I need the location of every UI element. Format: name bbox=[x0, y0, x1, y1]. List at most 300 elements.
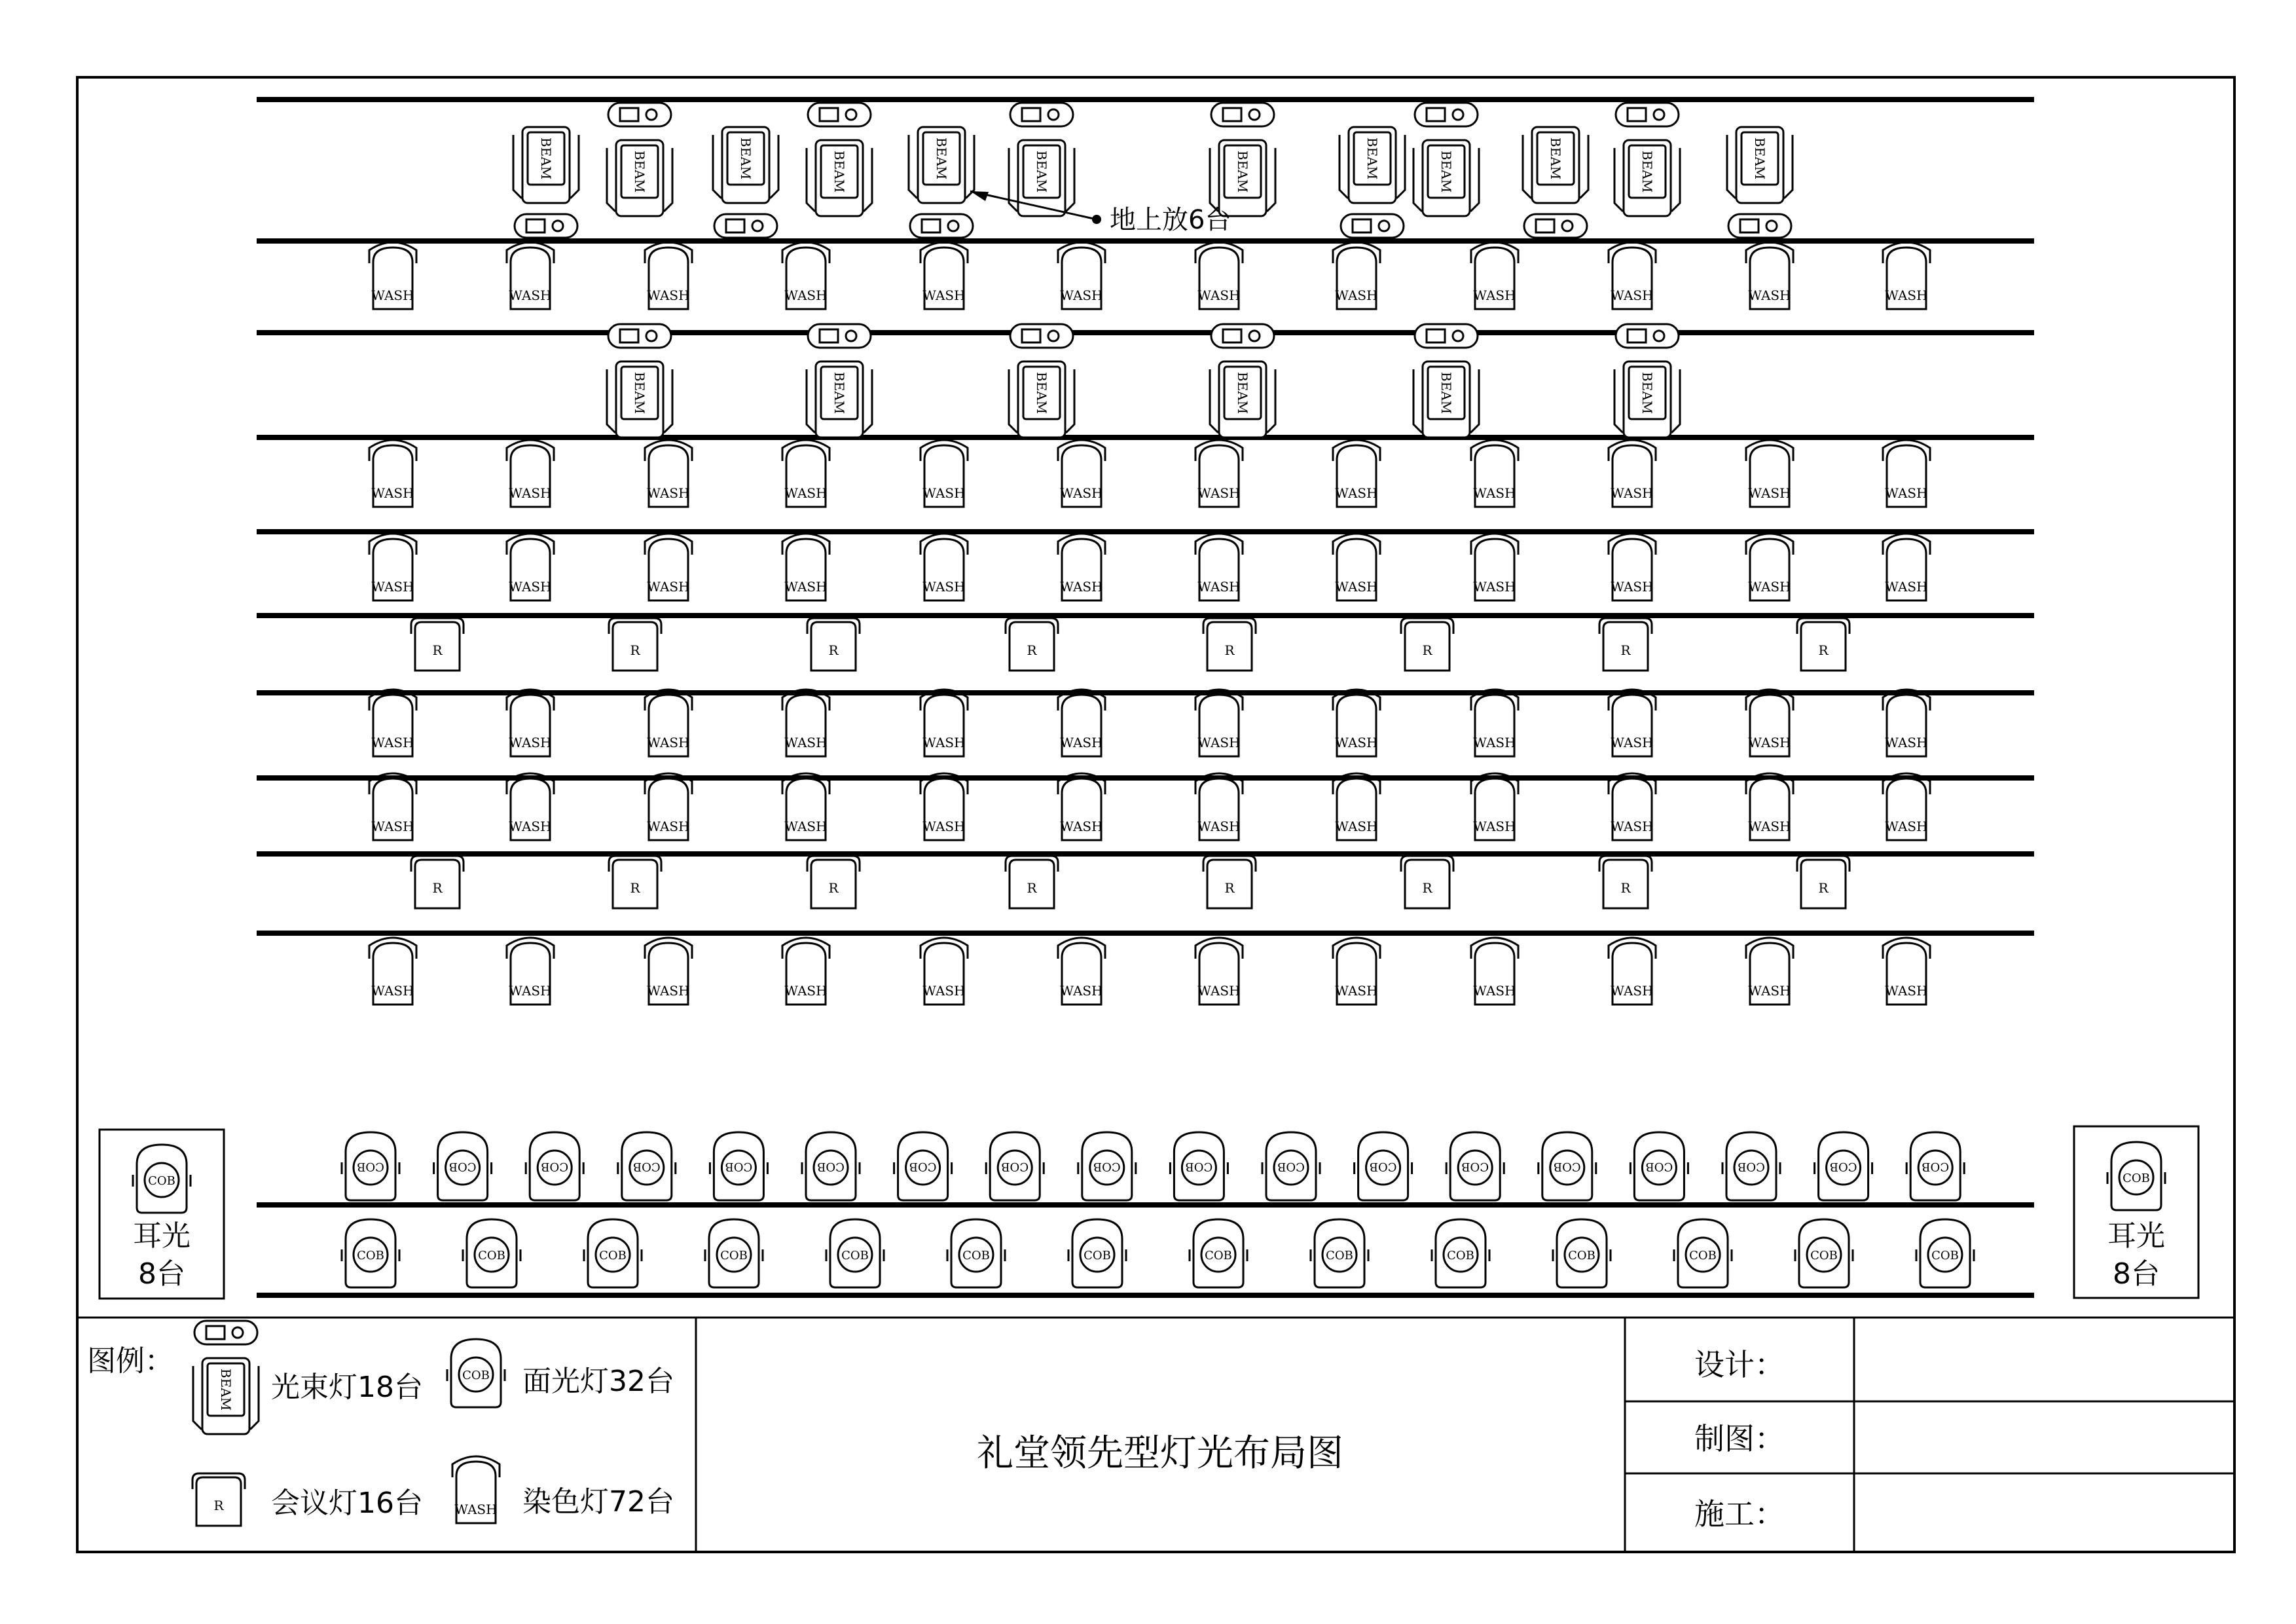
svg-text:WASH: WASH bbox=[1611, 735, 1654, 750]
conference-r-fixture bbox=[1797, 618, 1850, 671]
cob-fixture bbox=[826, 1219, 884, 1287]
svg-text:WASH: WASH bbox=[371, 983, 414, 999]
svg-text:R: R bbox=[1224, 880, 1235, 896]
svg-text:COB: COB bbox=[632, 1160, 661, 1173]
svg-text:BEAM: BEAM bbox=[1034, 371, 1049, 415]
svg-text:WASH: WASH bbox=[784, 819, 828, 834]
wash-fixture bbox=[782, 242, 829, 309]
wash-fixture bbox=[645, 440, 692, 507]
drawing-title: 礼堂领先型灯光布局图 bbox=[977, 1432, 1343, 1475]
cob-fixture bbox=[1068, 1219, 1126, 1287]
cob-fixture bbox=[705, 1219, 763, 1287]
beam-fixture bbox=[513, 127, 579, 238]
svg-text:R: R bbox=[432, 642, 443, 658]
svg-text:BEAM: BEAM bbox=[1752, 137, 1768, 180]
cob-fixture bbox=[1722, 1132, 1780, 1200]
conference-r-fixture bbox=[1599, 856, 1652, 908]
svg-text:COB: COB bbox=[962, 1249, 990, 1263]
beam-fixture bbox=[1727, 127, 1793, 238]
svg-text:WASH: WASH bbox=[509, 485, 552, 501]
svg-text:WASH: WASH bbox=[1060, 579, 1103, 595]
svg-text:WASH: WASH bbox=[509, 579, 552, 595]
svg-text:WASH: WASH bbox=[371, 819, 414, 834]
legend-wash-text: 染色灯72台 bbox=[522, 1485, 674, 1519]
svg-text:COB: COB bbox=[1810, 1249, 1838, 1263]
svg-text:WASH: WASH bbox=[1885, 287, 1928, 303]
wash-fixture bbox=[1333, 242, 1380, 309]
legend-title: 图例： bbox=[87, 1344, 173, 1378]
wash-fixture bbox=[1333, 440, 1380, 507]
wash-fixture bbox=[645, 773, 692, 840]
svg-text:BEAM: BEAM bbox=[1235, 371, 1250, 415]
beam-fixture bbox=[193, 1321, 259, 1434]
wash-fixture bbox=[369, 440, 416, 507]
conference-r-fixture bbox=[609, 618, 661, 671]
truss-bar bbox=[257, 851, 2034, 857]
svg-text:WASH: WASH bbox=[1748, 287, 1791, 303]
svg-text:COB: COB bbox=[478, 1249, 505, 1263]
conference-r-fixture bbox=[1006, 618, 1058, 671]
svg-text:BEAM: BEAM bbox=[1639, 371, 1655, 415]
truss-bar bbox=[257, 1293, 2034, 1298]
wash-fixture bbox=[1195, 773, 1243, 840]
svg-text:WASH: WASH bbox=[784, 983, 828, 999]
svg-text:WASH: WASH bbox=[1473, 579, 1516, 595]
wash-fixture bbox=[1609, 242, 1656, 309]
svg-text:COB: COB bbox=[1447, 1249, 1474, 1263]
beam-fixture bbox=[1413, 103, 1479, 216]
svg-text:WASH: WASH bbox=[1335, 819, 1378, 834]
svg-text:WASH: WASH bbox=[784, 735, 828, 750]
wash-fixture bbox=[507, 242, 554, 309]
cob-fixture bbox=[947, 1219, 1005, 1287]
legend-cob-text: 面光灯32台 bbox=[522, 1365, 674, 1398]
svg-text:R: R bbox=[1422, 880, 1432, 896]
wash-fixture bbox=[452, 1456, 500, 1523]
svg-text:COB: COB bbox=[599, 1249, 627, 1263]
wash-fixture bbox=[782, 773, 829, 840]
cob-fixture bbox=[342, 1219, 399, 1287]
conference-r-fixture bbox=[1797, 856, 1850, 908]
wash-fixture bbox=[1471, 534, 1518, 600]
svg-text:WASH: WASH bbox=[1748, 735, 1791, 750]
wash-fixture bbox=[645, 938, 692, 1005]
wash-fixture bbox=[1883, 938, 1930, 1005]
wash-fixture bbox=[1195, 534, 1243, 600]
svg-text:WASH: WASH bbox=[1611, 983, 1654, 999]
svg-text:R: R bbox=[213, 1498, 224, 1513]
wash-fixture bbox=[369, 534, 416, 600]
cob-fixture bbox=[1815, 1132, 1872, 1200]
legend-beam-text: 光束灯18台 bbox=[271, 1371, 423, 1404]
construction-label: 施工： bbox=[1694, 1496, 1785, 1532]
wash-fixture bbox=[1609, 440, 1656, 507]
svg-text:WASH: WASH bbox=[1473, 735, 1516, 750]
floor-note-dot bbox=[1092, 215, 1101, 224]
cob-fixture bbox=[1539, 1132, 1596, 1200]
svg-text:COB: COB bbox=[1185, 1160, 1213, 1173]
svg-text:BEAM: BEAM bbox=[1438, 371, 1454, 415]
drafter-label: 制图： bbox=[1694, 1421, 1785, 1456]
wash-fixture bbox=[920, 773, 968, 840]
legend-wash-symbol bbox=[452, 1456, 500, 1523]
svg-text:WASH: WASH bbox=[1473, 819, 1516, 834]
cob-fixture bbox=[447, 1339, 505, 1407]
wash-fixture bbox=[1333, 773, 1380, 840]
wash-fixture bbox=[1471, 242, 1518, 309]
svg-text:WASH: WASH bbox=[922, 735, 966, 750]
svg-text:COB: COB bbox=[541, 1160, 569, 1173]
svg-text:COB: COB bbox=[1205, 1249, 1232, 1263]
svg-text:R: R bbox=[1620, 880, 1631, 896]
svg-text:WASH: WASH bbox=[1611, 287, 1654, 303]
wash-fixture bbox=[1609, 690, 1656, 756]
svg-text:COB: COB bbox=[1277, 1160, 1305, 1173]
wash-fixture bbox=[1058, 938, 1105, 1005]
legend-r-symbol bbox=[192, 1473, 245, 1526]
svg-text:COB: COB bbox=[1326, 1249, 1353, 1263]
wash-fixture bbox=[645, 534, 692, 600]
cob-fixture bbox=[1355, 1132, 1412, 1200]
svg-text:WASH: WASH bbox=[784, 579, 828, 595]
cob-fixture bbox=[802, 1132, 860, 1200]
cob-fixture bbox=[526, 1132, 583, 1200]
conference-r-fixture bbox=[1599, 618, 1652, 671]
svg-text:WASH: WASH bbox=[1473, 287, 1516, 303]
wash-fixture bbox=[1195, 938, 1243, 1005]
svg-text:COB: COB bbox=[1645, 1160, 1673, 1173]
beam-fixture bbox=[1523, 127, 1588, 238]
wash-fixture bbox=[1058, 440, 1105, 507]
svg-text:WASH: WASH bbox=[922, 983, 966, 999]
cob-fixture bbox=[1916, 1219, 1974, 1287]
svg-text:WASH: WASH bbox=[1611, 579, 1654, 595]
cob-fixture bbox=[1795, 1219, 1853, 1287]
svg-text:WASH: WASH bbox=[1197, 735, 1241, 750]
svg-text:COB: COB bbox=[357, 1249, 384, 1263]
wash-fixture bbox=[507, 938, 554, 1005]
wash-fixture bbox=[1058, 534, 1105, 600]
truss-bar bbox=[257, 330, 2034, 335]
conference-r-fixture bbox=[807, 856, 860, 908]
cob-fixture bbox=[133, 1145, 191, 1213]
svg-text:COB: COB bbox=[725, 1160, 753, 1173]
svg-text:WASH: WASH bbox=[647, 819, 690, 834]
svg-text:WASH: WASH bbox=[1335, 735, 1378, 750]
wash-fixture bbox=[1609, 938, 1656, 1005]
conference-r-fixture bbox=[1401, 856, 1453, 908]
svg-text:WASH: WASH bbox=[922, 819, 966, 834]
cob-fixture bbox=[434, 1132, 492, 1200]
svg-text:R: R bbox=[1224, 642, 1235, 658]
svg-text:WASH: WASH bbox=[1197, 819, 1241, 834]
svg-text:WASH: WASH bbox=[509, 287, 552, 303]
svg-text:BEAM: BEAM bbox=[1235, 150, 1250, 193]
wash-fixture bbox=[920, 242, 968, 309]
ear-light-left bbox=[100, 1130, 224, 1299]
svg-text:R: R bbox=[1027, 642, 1037, 658]
svg-text:COB: COB bbox=[1829, 1160, 1857, 1173]
svg-text:COB: COB bbox=[1553, 1160, 1581, 1173]
svg-text:BEAM: BEAM bbox=[1639, 150, 1655, 193]
svg-text:BEAM: BEAM bbox=[1438, 150, 1454, 193]
beam-fixture bbox=[1614, 103, 1680, 216]
cob-fixture bbox=[1906, 1132, 1964, 1200]
cob-fixture bbox=[1674, 1219, 1732, 1287]
svg-text:WASH: WASH bbox=[922, 287, 966, 303]
wash-fixture bbox=[507, 440, 554, 507]
beam-fixture bbox=[1009, 103, 1074, 216]
svg-text:COB: COB bbox=[1931, 1249, 1959, 1263]
svg-text:WASH: WASH bbox=[1748, 819, 1791, 834]
wash-fixture bbox=[1333, 534, 1380, 600]
cob-fixture bbox=[1446, 1132, 1504, 1200]
beam-fixture bbox=[607, 103, 672, 216]
wash-fixture bbox=[1333, 938, 1380, 1005]
wash-fixture bbox=[1883, 690, 1930, 756]
svg-text:WASH: WASH bbox=[1197, 579, 1241, 595]
svg-text:BEAM: BEAM bbox=[738, 137, 754, 180]
svg-text:BEAM: BEAM bbox=[831, 150, 847, 193]
svg-text:WASH: WASH bbox=[371, 579, 414, 595]
wash-fixture bbox=[920, 534, 968, 600]
svg-text:COB: COB bbox=[2123, 1172, 2150, 1185]
ear-light-right-count: 8台 bbox=[2113, 1257, 2160, 1291]
svg-text:COB: COB bbox=[1369, 1160, 1397, 1173]
svg-text:COB: COB bbox=[909, 1160, 937, 1173]
beam-fixture bbox=[1413, 324, 1479, 437]
cob-fixture bbox=[1190, 1219, 1247, 1287]
cob-fixture bbox=[986, 1132, 1044, 1200]
svg-text:WASH: WASH bbox=[1473, 485, 1516, 501]
svg-text:COB: COB bbox=[1461, 1160, 1489, 1173]
svg-text:WASH: WASH bbox=[1060, 287, 1103, 303]
svg-text:WASH: WASH bbox=[784, 287, 828, 303]
truss-bar bbox=[257, 97, 2034, 102]
beam-fixture bbox=[1614, 324, 1680, 437]
cob-fixture bbox=[584, 1219, 642, 1287]
svg-text:R: R bbox=[630, 880, 640, 896]
svg-text:R: R bbox=[828, 880, 839, 896]
cob-fixture bbox=[894, 1132, 952, 1200]
wash-fixture bbox=[920, 938, 968, 1005]
svg-text:WASH: WASH bbox=[647, 735, 690, 750]
beam-fixture bbox=[807, 103, 872, 216]
svg-text:WASH: WASH bbox=[371, 287, 414, 303]
svg-text:WASH: WASH bbox=[1335, 579, 1378, 595]
wash-fixture bbox=[1195, 690, 1243, 756]
svg-text:BEAM: BEAM bbox=[632, 371, 647, 415]
wash-fixture bbox=[1471, 773, 1518, 840]
cob-fixture bbox=[710, 1132, 767, 1200]
svg-text:WASH: WASH bbox=[1748, 485, 1791, 501]
cob-fixture bbox=[2107, 1142, 2165, 1210]
conference-r-fixture bbox=[1203, 618, 1256, 671]
svg-text:WASH: WASH bbox=[509, 983, 552, 999]
svg-text:COB: COB bbox=[841, 1249, 869, 1263]
svg-text:WASH: WASH bbox=[1060, 983, 1103, 999]
cob-fixture bbox=[133, 1145, 191, 1213]
svg-text:COB: COB bbox=[462, 1369, 490, 1382]
wash-fixture bbox=[782, 440, 829, 507]
svg-text:BEAM: BEAM bbox=[1034, 150, 1049, 193]
svg-text:R: R bbox=[630, 642, 640, 658]
cob-fixture bbox=[618, 1132, 676, 1200]
wash-fixture bbox=[369, 938, 416, 1005]
beam-fixture bbox=[1210, 324, 1275, 437]
wash-fixture bbox=[1609, 773, 1656, 840]
truss-bar bbox=[257, 1202, 2034, 1208]
beam-fixture bbox=[1210, 103, 1275, 216]
conference-r-fixture bbox=[807, 618, 860, 671]
svg-text:COB: COB bbox=[1738, 1160, 1765, 1173]
cob-fixture bbox=[1311, 1219, 1368, 1287]
wash-fixture bbox=[645, 242, 692, 309]
svg-text:WASH: WASH bbox=[1335, 485, 1378, 501]
svg-text:WASH: WASH bbox=[1885, 579, 1928, 595]
svg-text:WASH: WASH bbox=[1611, 485, 1654, 501]
wash-fixture bbox=[507, 773, 554, 840]
cob-fixture bbox=[1630, 1132, 1688, 1200]
ear-light-right bbox=[2074, 1126, 2198, 1298]
wash-fixture bbox=[920, 690, 968, 756]
wash-fixture bbox=[1609, 534, 1656, 600]
svg-text:R: R bbox=[1027, 880, 1037, 896]
wash-fixture bbox=[1883, 440, 1930, 507]
wash-fixture bbox=[1195, 440, 1243, 507]
beam-fixture bbox=[1339, 127, 1405, 238]
legend-cob-symbol bbox=[447, 1339, 505, 1407]
svg-text:WASH: WASH bbox=[1060, 735, 1103, 750]
svg-text:COB: COB bbox=[1093, 1160, 1121, 1173]
svg-text:COB: COB bbox=[148, 1174, 175, 1188]
wash-fixture bbox=[369, 773, 416, 840]
wash-fixture bbox=[1746, 690, 1793, 756]
beam-fixture bbox=[713, 127, 778, 238]
wash-fixture bbox=[1195, 242, 1243, 309]
wash-fixture bbox=[507, 534, 554, 600]
svg-text:WASH: WASH bbox=[922, 579, 966, 595]
conference-r-fixture bbox=[609, 856, 661, 908]
ear-light-left-count: 8台 bbox=[138, 1257, 185, 1291]
svg-text:WASH: WASH bbox=[922, 485, 966, 501]
svg-text:WASH: WASH bbox=[371, 485, 414, 501]
cob-fixture bbox=[342, 1132, 399, 1200]
wash-fixture bbox=[920, 440, 968, 507]
svg-text:WASH: WASH bbox=[647, 485, 690, 501]
wash-fixture bbox=[1883, 242, 1930, 309]
svg-text:COB: COB bbox=[817, 1160, 845, 1173]
wash-fixture bbox=[782, 938, 829, 1005]
svg-text:R: R bbox=[1620, 642, 1631, 658]
wash-fixture bbox=[1746, 440, 1793, 507]
wash-fixture bbox=[1058, 242, 1105, 309]
conference-r-fixture bbox=[192, 1473, 245, 1526]
svg-text:WASH: WASH bbox=[1197, 287, 1241, 303]
svg-text:WASH: WASH bbox=[1060, 485, 1103, 501]
svg-text:BEAM: BEAM bbox=[1548, 137, 1563, 180]
svg-text:BEAM: BEAM bbox=[1364, 137, 1380, 180]
svg-text:WASH: WASH bbox=[1885, 819, 1928, 834]
cob-fixture bbox=[1553, 1219, 1611, 1287]
wash-fixture bbox=[507, 690, 554, 756]
beam-fixture bbox=[909, 127, 974, 238]
wash-fixture bbox=[1471, 938, 1518, 1005]
wash-fixture bbox=[1333, 690, 1380, 756]
legend-r-text: 会议灯16台 bbox=[271, 1486, 423, 1520]
floor-note: 地上放6台 bbox=[1110, 205, 1231, 235]
svg-text:COB: COB bbox=[720, 1249, 748, 1263]
svg-text:COB: COB bbox=[448, 1160, 477, 1173]
svg-text:BEAM: BEAM bbox=[218, 1368, 234, 1411]
cob-fixture bbox=[2107, 1142, 2165, 1210]
svg-text:WASH: WASH bbox=[1335, 983, 1378, 999]
svg-text:COB: COB bbox=[1001, 1160, 1029, 1173]
svg-text:WASH: WASH bbox=[1335, 287, 1378, 303]
wash-fixture bbox=[782, 690, 829, 756]
wash-fixture bbox=[1058, 690, 1105, 756]
wash-fixture bbox=[1746, 773, 1793, 840]
legend-beam-symbol bbox=[193, 1321, 259, 1434]
svg-text:WASH: WASH bbox=[1473, 983, 1516, 999]
wash-fixture bbox=[645, 690, 692, 756]
truss-bar bbox=[257, 931, 2034, 936]
svg-text:BEAM: BEAM bbox=[934, 137, 949, 180]
conference-r-fixture bbox=[1006, 856, 1058, 908]
floor-note-arrowhead bbox=[970, 191, 989, 201]
wash-fixture bbox=[1746, 242, 1793, 309]
svg-text:WASH: WASH bbox=[509, 819, 552, 834]
svg-text:COB: COB bbox=[1568, 1249, 1595, 1263]
wash-fixture bbox=[1471, 690, 1518, 756]
svg-text:WASH: WASH bbox=[1748, 983, 1791, 999]
conference-r-fixture bbox=[1401, 618, 1453, 671]
svg-text:R: R bbox=[1422, 642, 1432, 658]
svg-text:BEAM: BEAM bbox=[632, 150, 647, 193]
wash-fixture bbox=[1058, 773, 1105, 840]
svg-text:R: R bbox=[828, 642, 839, 658]
svg-text:R: R bbox=[1818, 880, 1829, 896]
svg-text:COB: COB bbox=[1689, 1249, 1717, 1263]
designer-label: 设计： bbox=[1694, 1347, 1785, 1382]
cob-fixture bbox=[463, 1219, 520, 1287]
wash-fixture bbox=[369, 242, 416, 309]
svg-text:BEAM: BEAM bbox=[831, 371, 847, 415]
svg-text:WASH: WASH bbox=[647, 579, 690, 595]
svg-text:WASH: WASH bbox=[647, 287, 690, 303]
svg-text:WASH: WASH bbox=[1885, 983, 1928, 999]
svg-text:R: R bbox=[1818, 642, 1829, 658]
svg-text:WASH: WASH bbox=[1197, 485, 1241, 501]
svg-text:WASH: WASH bbox=[1748, 579, 1791, 595]
ear-light-right-label: 耳光 bbox=[2107, 1219, 2165, 1253]
svg-text:WASH: WASH bbox=[454, 1502, 498, 1517]
svg-text:WASH: WASH bbox=[647, 983, 690, 999]
svg-text:WASH: WASH bbox=[1885, 735, 1928, 750]
beam-fixture bbox=[607, 324, 672, 437]
svg-text:WASH: WASH bbox=[1060, 819, 1103, 834]
wash-fixture bbox=[1883, 534, 1930, 600]
truss-bar bbox=[257, 613, 2034, 618]
svg-text:COB: COB bbox=[1922, 1160, 1950, 1173]
wash-fixture bbox=[1746, 534, 1793, 600]
svg-text:R: R bbox=[432, 880, 443, 896]
svg-text:WASH: WASH bbox=[509, 735, 552, 750]
svg-text:COB: COB bbox=[1084, 1249, 1111, 1263]
svg-text:WASH: WASH bbox=[784, 485, 828, 501]
svg-text:WASH: WASH bbox=[371, 735, 414, 750]
conference-r-fixture bbox=[411, 856, 464, 908]
